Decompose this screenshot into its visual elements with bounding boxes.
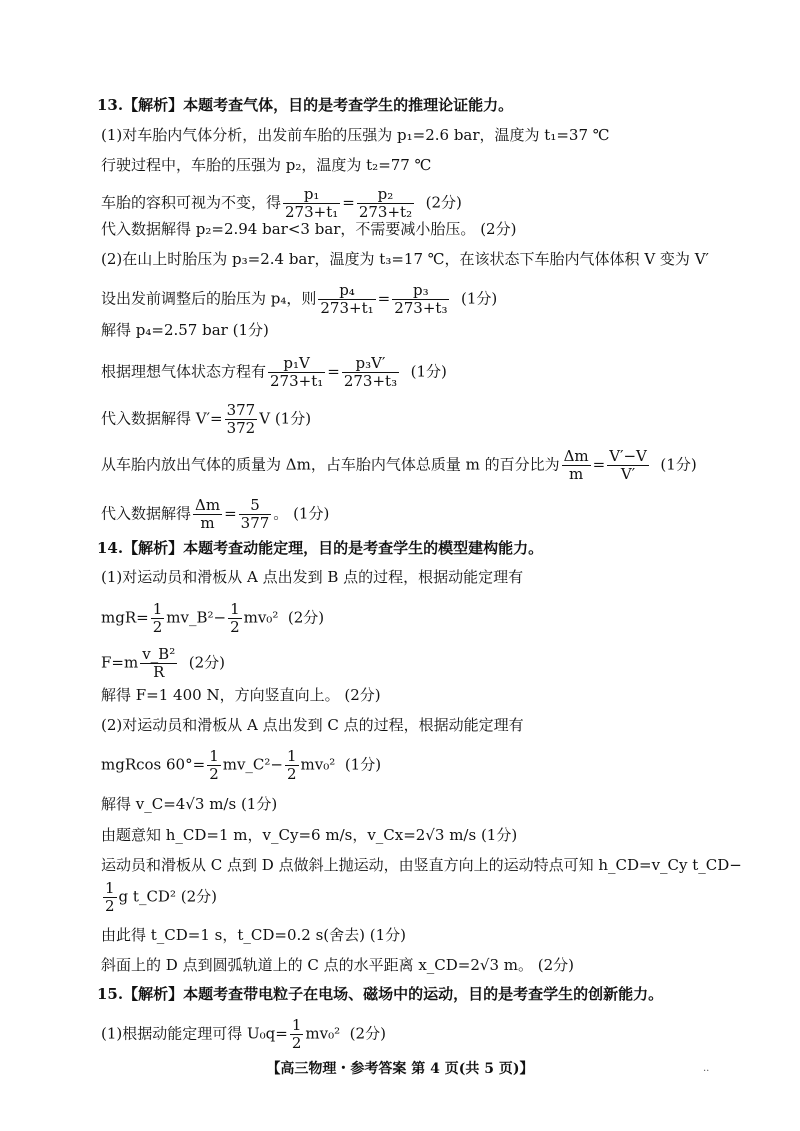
corner-mark: .. <box>703 1063 710 1074</box>
q13-header: 13.【解析】本题考查气体，目的是考查学生的推理论证能力。 <box>97 96 514 114</box>
q14-line-12: 斜面上的 D 点到圆弧轨道上的 C 点的水平距离 x_CD=2√3 m。 (2分) <box>101 956 575 974</box>
q13-line-8: 根据理想气体状态方程有 $\frac{\text{p₁V}}{\text{273+t₁}}$ = $\frac{\text{p₃V′}}{\text{273+t₃}}$ (1分) <box>101 354 447 390</box>
q14-line-9: 运动员和滑板从 C 点到 D 点做斜上抛运动，由竖直方向上的运动特点可知 h_CD=v_Cy t_CD− <box>101 856 742 874</box>
q14-line-10: $\frac{1}{2}$ g t_CD² (2分) <box>105 879 217 915</box>
q13-line-9: 代入数据解得 V′= $\frac{377}{372}$ V (1分) <box>101 401 312 437</box>
q14-line-8: 由题意知 h_CD=1 m，v_Cy=6 m/s，v_Cx=2√3 m/s (1分) <box>101 826 518 844</box>
q14-header: 14.【解析】本题考查动能定理，目的是考查学生的模型建构能力。 <box>97 539 544 557</box>
q13-line-4: 代入数据解得 p₂=2.94 bar<3 bar，不需要减小胎压。 (2分) <box>101 220 517 238</box>
q13-line-11: 代入数据解得 $\frac{\Delta m}{m}$ = $\frac{5}{377}$ 。 (1分) <box>101 496 330 532</box>
q14-line-3: F=m $\frac{\text{v\_B²}}{R}$ (2分) <box>101 645 226 681</box>
q13-line-3: 车胎的容积可视为不变，得 $\frac{\text{p₁}}{\text{273+t₁}}$ = $\frac{\text{p₂}}{\text{273+t₂}}$ (2分) <box>101 185 462 221</box>
q14-line-6: mgRcos 60°= $\frac{1}{2}$ mv_C²− $\frac{1}{2}$ mv₀² (1分) <box>101 747 382 783</box>
q13-line-1: (1)对车胎内气体分析，出发前车胎的压强为 p₁=2.6 bar，温度为 t₁=37 ℃ <box>101 126 610 144</box>
q14-line-11: 由此得 t_CD=1 s，t_CD=0.2 s(舍去) (1分) <box>101 926 407 944</box>
q14-line-5: (2)对运动员和滑板从 A 点出发到 C 点的过程，根据动能定理有 <box>101 716 524 734</box>
q13-line-2: 行驶过程中，车胎的压强为 p₂，温度为 t₂=77 ℃ <box>101 156 432 174</box>
q14-line-2: mgR= $\frac{1}{2}$ mv_B²− $\frac{1}{2}$ mv₀² (2分) <box>101 600 325 636</box>
q13-line-5: (2)在山上时胎压为 p₃=2.4 bar，温度为 t₃=17 ℃，在该状态下车胎内气体体积 V 变为 V′ <box>101 250 709 268</box>
q15-header: 15.【解析】本题考查带电粒子在电场、磁场中的运动，目的是考查学生的创新能力。 <box>97 985 664 1003</box>
q14-line-4: 解得 F=1 400 N，方向竖直向上。 (2分) <box>101 686 381 704</box>
q13-line-10: 从车胎内放出气体的质量为 Δm，占车胎内气体总质量 m 的百分比为 $\frac{\Delta m}{m}$ = $\frac{V'-V}{V'}$ (1分) <box>101 447 697 483</box>
q14-line-7: 解得 v_C=4√3 m/s (1分) <box>101 795 278 813</box>
page-footer: 【高三物理・参考答案 第 4 页(共 5 页)】 <box>266 1061 534 1077</box>
q14-line-1: (1)对运动员和滑板从 A 点出发到 B 点的过程，根据动能定理有 <box>101 568 524 586</box>
q15-line-1: (1)根据动能定理可得 U₀q= $\frac{1}{2}$ mv₀² (2分) <box>101 1016 386 1052</box>
q13-line-7: 解得 p₄=2.57 bar (1分) <box>101 321 269 339</box>
q13-line-6: 设出发前调整后的胎压为 p₄，则 $\frac{\text{p₄}}{\text{273+t₁}}$ = $\frac{\text{p₃}}{\text{273+t₃}}$ (1分) <box>101 281 498 317</box>
